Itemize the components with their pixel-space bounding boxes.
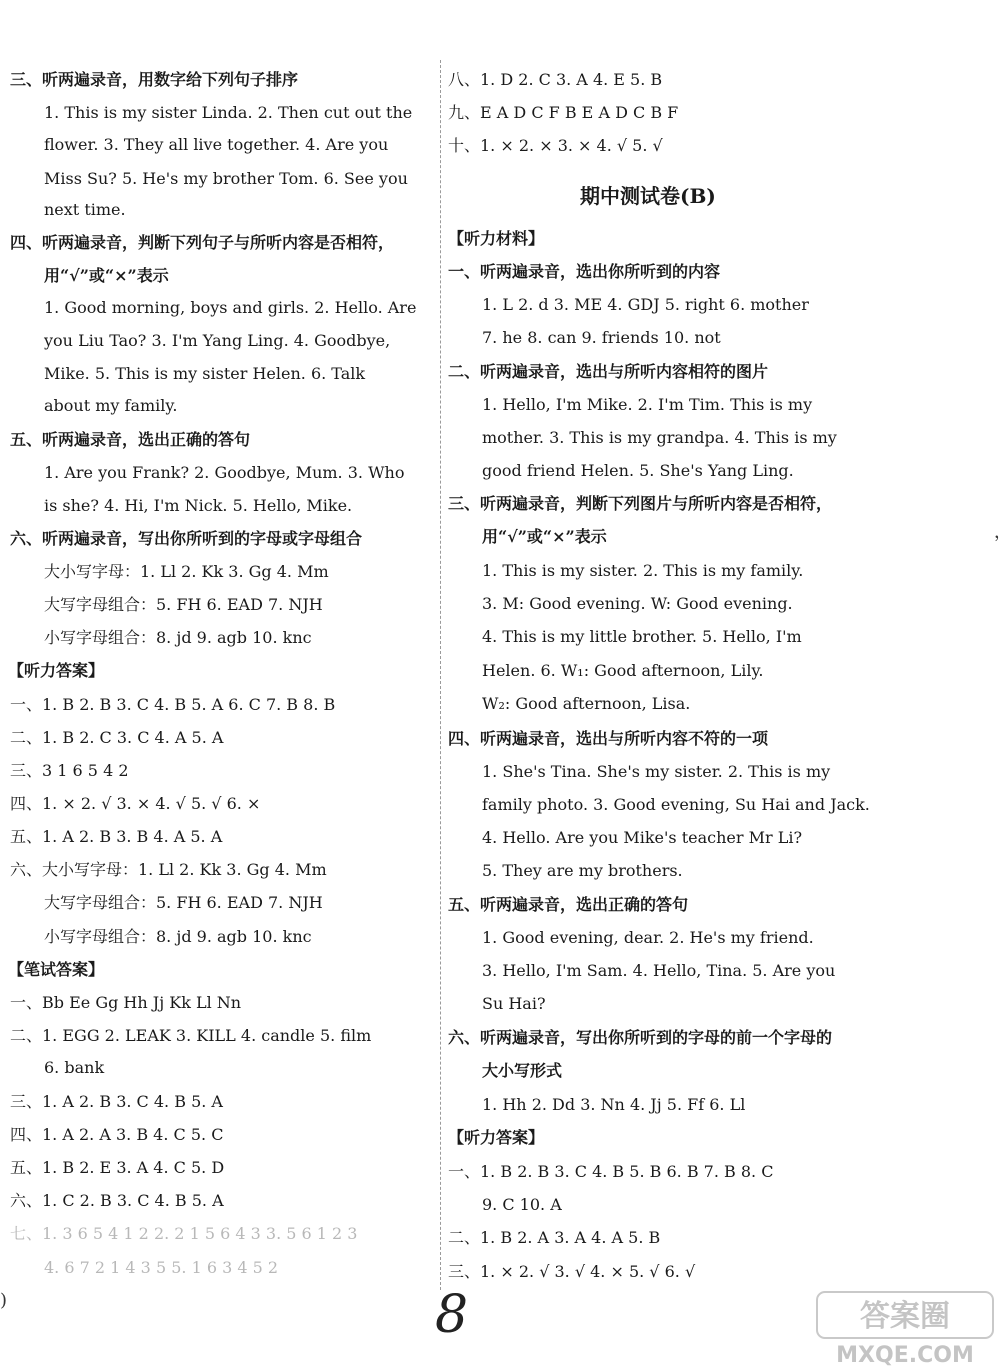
text-line: 1. Good morning, boys and girls. 2. Hello. Are (44, 298, 417, 317)
answer-line: 一、1. B 2. B 3. C 4. B 5. A 6. C 7. B 8. B (10, 695, 336, 714)
text-line: 大小写字母：1. Ll 2. Kk 3. Gg 4. Mm (44, 562, 329, 581)
answer-line: 4. 6 7 2 1 4 3 5 5. 1 6 3 4 5 2 (44, 1258, 279, 1277)
text-line: 3. M: Good evening. W: Good evening. (482, 594, 793, 613)
text-line: 5. They are my brothers. (482, 861, 683, 880)
section-heading: 四、听两遍录音，选出与所听内容不符的一项 (448, 729, 769, 748)
text-line: 4. Hello. Are you Mike's teacher Mr Li? (482, 828, 803, 847)
text-line: 1. She's Tina. She's my sister. 2. This is my (482, 762, 831, 781)
text-line: 1. This is my sister. 2. This is my family. (482, 561, 804, 580)
section-heading: 四、听两遍录音，判断下列句子与所听内容是否相符， (10, 233, 395, 252)
column-divider (440, 60, 441, 1290)
text-line: 小写字母组合：8. jd 9. agb 10. knc (44, 628, 312, 647)
answer-line: 三、1. A 2. B 3. C 4. B 5. A (10, 1092, 223, 1111)
section-heading: 大小写形式 (482, 1061, 563, 1080)
answer-line: 小写字母组合：8. jd 9. agb 10. knc (44, 927, 312, 946)
text-line: 1. L 2. d 3. ME 4. GDJ 5. right 6. mother (482, 295, 809, 314)
section-heading: 三、听两遍录音，判断下列图片与所听内容是否相符， (448, 494, 833, 513)
section-heading: 一、听两遍录音，选出你所听到的内容 (448, 262, 721, 281)
text-line: next time. (44, 200, 126, 219)
answer-line: 四、1. A 2. A 3. B 4. C 5. C (10, 1125, 224, 1144)
text-line: family photo. 3. Good evening, Su Hai and Jack. (482, 795, 870, 814)
section-heading: 五、听两遍录音，选出正确的答句 (448, 895, 689, 914)
section-heading: 用“√”或“×”表示 (482, 527, 607, 546)
answer-line: 六、1. C 2. B 3. C 4. B 5. A (10, 1191, 224, 1210)
answer-line: 三、1. × 2. √ 3. √ 4. × 5. √ 6. √ (448, 1262, 696, 1281)
text-line: 1. Good evening, dear. 2. He's my friend. (482, 928, 814, 947)
answer-line: 四、1. × 2. √ 3. × 4. √ 5. √ 6. × (10, 794, 261, 813)
text-line: Miss Su? 5. He's my brother Tom. 6. See you (44, 169, 408, 188)
edge-mark: ) (0, 1290, 8, 1311)
answer-line: 一、1. B 2. B 3. C 4. B 5. B 6. B 7. B 8. C (448, 1162, 774, 1181)
text-line: Helen. 6. W₁: Good afternoon, Lily. (482, 661, 764, 680)
answer-line: 大写字母组合：5. FH 6. EAD 7. NJH (44, 893, 323, 912)
text-line: 1. Hello, I'm Mike. 2. I'm Tim. This is my (482, 395, 813, 414)
edge-mark: ︐ (982, 534, 1000, 555)
text-line: 4. This is my little brother. 5. Hello, I'm (482, 627, 802, 646)
section-heading: 六、听两遍录音，写出你所听到的字母或字母组合 (10, 529, 363, 548)
section-heading: 六、听两遍录音，写出你所听到的字母的前一个字母的 (448, 1028, 833, 1047)
answer-line: 二、1. EGG 2. LEAK 3. KILL 4. candle 5. film (10, 1026, 372, 1045)
watermark-bottom-text: MXQE.COM (836, 1343, 974, 1368)
text-line: Su Hai? (482, 994, 546, 1013)
answer-line: 三、3 1 6 5 4 2 (10, 761, 129, 780)
answer-line: 九、E A D C F B E A D C B F (448, 103, 679, 122)
section-heading: 三、听两遍录音，用数字给下列句子排序 (10, 70, 299, 89)
text-line: good friend Helen. 5. She's Yang Ling. (482, 461, 794, 480)
answer-line: 十、1. × 2. × 3. × 4. √ 5. √ (448, 136, 663, 155)
text-line: 7. he 8. can 9. friends 10. not (482, 328, 721, 347)
answer-line: 六、大小写字母：1. Ll 2. Kk 3. Gg 4. Mm (10, 860, 327, 879)
answer-line: 二、1. B 2. A 3. A 4. A 5. B (448, 1228, 661, 1247)
answer-line: 七、1. 3 6 5 4 1 2 2. 2 1 5 6 4 3 3. 5 6 1 2 3 (10, 1224, 358, 1243)
answer-line: 一、Bb Ee Gg Hh Jj Kk Ll Nn (10, 993, 242, 1012)
answer-line: 五、1. A 2. B 3. B 4. A 5. A (10, 827, 223, 846)
text-line: W₂: Good afternoon, Lisa. (482, 694, 691, 713)
text-line: 1. This is my sister Linda. 2. Then cut out the (44, 103, 413, 122)
text-line: 1. Are you Frank? 2. Goodbye, Mum. 3. Who (44, 463, 405, 482)
watermark-top-text: 答案圈 (860, 1299, 950, 1334)
answer-line: 6. bank (44, 1058, 105, 1077)
text-line: flower. 3. They all live together. 4. Are you (44, 135, 389, 154)
text-line: 3. Hello, I'm Sam. 4. Hello, Tina. 5. Are you (482, 961, 836, 980)
answer-line: 五、1. B 2. E 3. A 4. C 5. D (10, 1158, 225, 1177)
answers-heading: 【听力答案】 (448, 1128, 545, 1147)
text-line: is she? 4. Hi, I'm Nick. 5. Hello, Mike. (44, 496, 353, 515)
text-line: you Liu Tao? 3. I'm Yang Ling. 4. Goodbye, (44, 331, 391, 350)
watermark-logo (815, 1290, 995, 1368)
section-heading: 五、听两遍录音，选出正确的答句 (10, 430, 251, 449)
answer-line: 9. C 10. A (482, 1195, 562, 1214)
text-line: Mike. 5. This is my sister Helen. 6. Talk (44, 364, 366, 383)
page-title: 期中测试卷(B) (580, 184, 716, 208)
section-heading: 用“√”或“×”表示 (44, 266, 169, 285)
answer-line: 八、1. D 2. C 3. A 4. E 5. B (448, 70, 663, 89)
text-line: 1. Hh 2. Dd 3. Nn 4. Jj 5. Ff 6. Ll (482, 1095, 746, 1114)
handwritten-page-number: 8 (435, 1285, 469, 1345)
section-heading: 二、听两遍录音，选出与所听内容相符的图片 (448, 362, 769, 381)
answers-heading: 【笔试答案】 (8, 960, 105, 979)
text-line: 大写字母组合：5. FH 6. EAD 7. NJH (44, 595, 323, 614)
answers-heading: 【听力答案】 (8, 661, 105, 680)
materials-heading: 【听力材料】 (448, 229, 545, 248)
answer-line: 二、1. B 2. C 3. C 4. A 5. A (10, 728, 224, 747)
text-line: mother. 3. This is my grandpa. 4. This is my (482, 428, 837, 447)
text-line: about my family. (44, 396, 178, 415)
